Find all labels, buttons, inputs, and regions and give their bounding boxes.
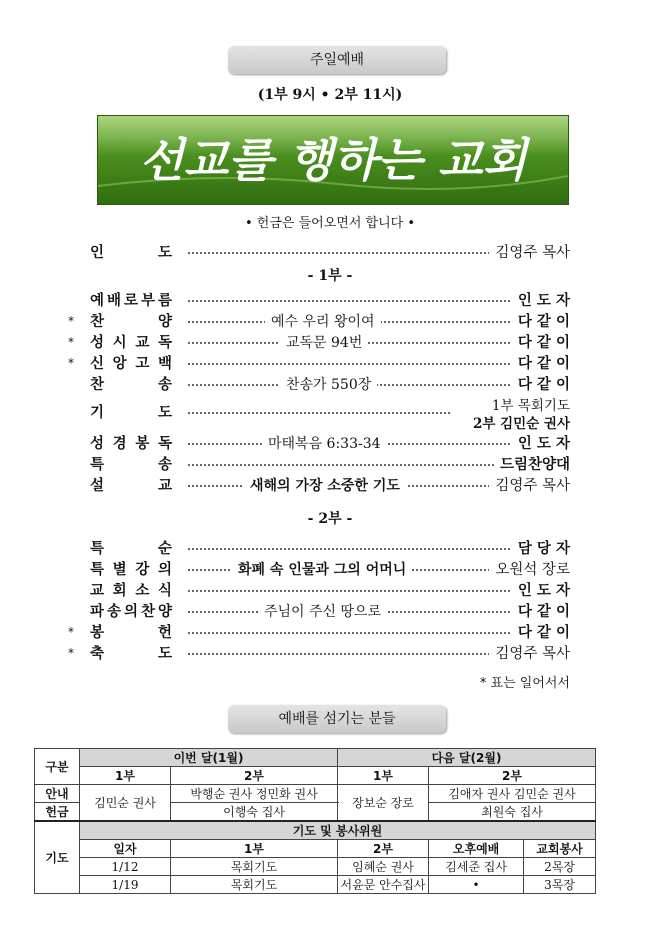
item-label: 인 도 (90, 245, 172, 261)
prayer-line-1: 1부 목회기도 (491, 398, 570, 414)
service-item (80, 601, 570, 623)
service-item (80, 290, 570, 312)
committee-cell: 임혜순 권사 (338, 858, 429, 876)
item-leader: 김영주 목사 (489, 475, 570, 497)
church-banner (97, 115, 569, 205)
service-item (80, 454, 570, 476)
servers-title: 예배를 섬기는 분들 (228, 705, 446, 733)
part-1-heading: - 1부 - (307, 268, 353, 284)
next-p2-offering: 최원숙 집사 (429, 803, 596, 822)
item-label: 봉 헌 (90, 625, 172, 641)
item-leader: 다 같 이 (512, 374, 570, 396)
item-detail: 주님이 주신 땅으로 (258, 601, 387, 623)
item-leader: 드림찬양대 (494, 454, 570, 476)
service-item (80, 538, 570, 560)
committee-cell: 3목장 (524, 876, 596, 894)
item-label: 특 순 (90, 541, 172, 557)
service-item-prayer (80, 398, 570, 432)
item-label: 신 앙 고 백 (90, 356, 172, 372)
item-detail: 마태복음 6:33-34 (262, 433, 387, 455)
item-label: 성 경 봉 독 (90, 436, 172, 452)
item-label: 특 별 강 의 (90, 562, 172, 578)
usher-label: 안내 (35, 785, 80, 803)
prayer-line-2: 2부 김민순 권사 (472, 416, 570, 432)
next-p2-header: 2부 (429, 767, 596, 785)
item-label: 찬 송 (90, 377, 172, 393)
committee-col-header: 1부 (171, 840, 338, 858)
committee-col-header: 교회봉사 (524, 840, 596, 858)
item-label: 특 송 (90, 457, 172, 473)
standing-note: * 표는 일어서서 (479, 676, 570, 691)
item-leader: 다 같 이 (512, 601, 570, 623)
service-item (80, 475, 570, 497)
item-leader: 다 같 이 (512, 332, 570, 354)
item-label: 설 교 (90, 478, 172, 494)
item-leader: 다 같 이 (512, 622, 570, 644)
item-label: 축 도 (90, 646, 172, 662)
item-label: 예 배 로 부 름 (90, 293, 172, 309)
service-item (80, 580, 570, 602)
committee-cell: 1/12 (80, 858, 171, 876)
service-item (68, 332, 570, 354)
this-p2-offering: 이행숙 집사 (171, 803, 338, 822)
service-item (80, 433, 570, 455)
item-detail: 화폐 속 인물과 그의 어머니 (232, 559, 412, 581)
service-item (80, 242, 570, 264)
standing-mark: * (68, 646, 74, 660)
committee-col-header: 일자 (80, 840, 171, 858)
committee-cell: 2목장 (524, 858, 596, 876)
this-p2-header: 2부 (171, 767, 338, 785)
committee-cell: 김세준 집사 (429, 858, 524, 876)
offering-note: • 헌금은 들어오면서 합니다 • (244, 216, 415, 231)
item-label: 찬 양 (90, 314, 172, 330)
next-p1-names: 장보순 장로 (338, 785, 429, 822)
this-p1-header: 1부 (80, 767, 171, 785)
this-p2-usher: 박행순 권사 정민화 권사 (171, 785, 338, 803)
next-month-header: 다음 달(2월) (338, 749, 596, 767)
item-label: 교 회 소 식 (90, 583, 172, 599)
col-label: 구분 (35, 749, 80, 785)
part-2-heading: - 2부 - (307, 511, 353, 527)
item-leader: 다 같 이 (512, 353, 570, 375)
item-label: 기 도 (90, 405, 172, 421)
item-leader: 인 도 자 (512, 580, 570, 602)
item-leader: 오원석 장로 (489, 559, 570, 581)
worship-title: 주일예배 (228, 46, 446, 74)
banner-calligraphy-image (98, 116, 568, 204)
offering-label: 헌금 (35, 803, 80, 822)
item-detail: 예수 우리 왕이여 (265, 311, 381, 333)
leader-dots (188, 412, 450, 414)
worship-time: (1부 9시 • 2부 11시) (257, 87, 403, 103)
committee-cell: 서윤문 안수집사 (338, 876, 429, 894)
item-leader: 다 같 이 (512, 311, 570, 333)
service-item (68, 353, 570, 375)
prayer-label: 기도 (35, 821, 80, 894)
item-label: 파 송 의 찬 양 (90, 604, 172, 620)
standing-mark: * (68, 625, 74, 639)
service-item (68, 622, 570, 644)
service-item (68, 643, 570, 665)
item-detail: 교독문 94번 (280, 332, 368, 354)
standing-mark: * (68, 335, 74, 349)
this-month-header: 이번 달(1월) (80, 749, 338, 767)
committee-col-header: 2부 (338, 840, 429, 858)
item-leader: 담 당 자 (512, 538, 570, 560)
committee-cell: 목회기도 (171, 858, 338, 876)
service-item (68, 311, 570, 333)
service-item (80, 559, 570, 581)
committee-cell: 목회기도 (171, 876, 338, 894)
standing-mark: * (68, 314, 74, 328)
next-p1-header: 1부 (338, 767, 429, 785)
committee-cell: • (429, 876, 524, 894)
this-p1-names: 김민순 권사 (80, 785, 171, 822)
item-leader: 인 도 자 (512, 433, 570, 455)
item-detail: 찬송가 550장 (280, 374, 377, 396)
item-leader: 김영주 목사 (489, 643, 570, 665)
item-label: 성 시 교 독 (90, 335, 172, 351)
service-item (80, 374, 570, 396)
item-leader: 인 도 자 (512, 290, 570, 312)
item-leader: 김영주 목사 (489, 242, 570, 264)
committee-header: 기도 및 봉사위원 (80, 821, 596, 840)
banner-text: 선교를 행하는 교회 (139, 133, 527, 187)
servers-table (34, 748, 596, 894)
standing-mark: * (68, 356, 74, 370)
item-detail: 새해의 가장 소중한 기도 (244, 475, 406, 497)
committee-cell: 1/19 (80, 876, 171, 894)
committee-col-header: 오후예배 (429, 840, 524, 858)
next-p2-usher: 김애자 권사 김민순 권사 (429, 785, 596, 803)
